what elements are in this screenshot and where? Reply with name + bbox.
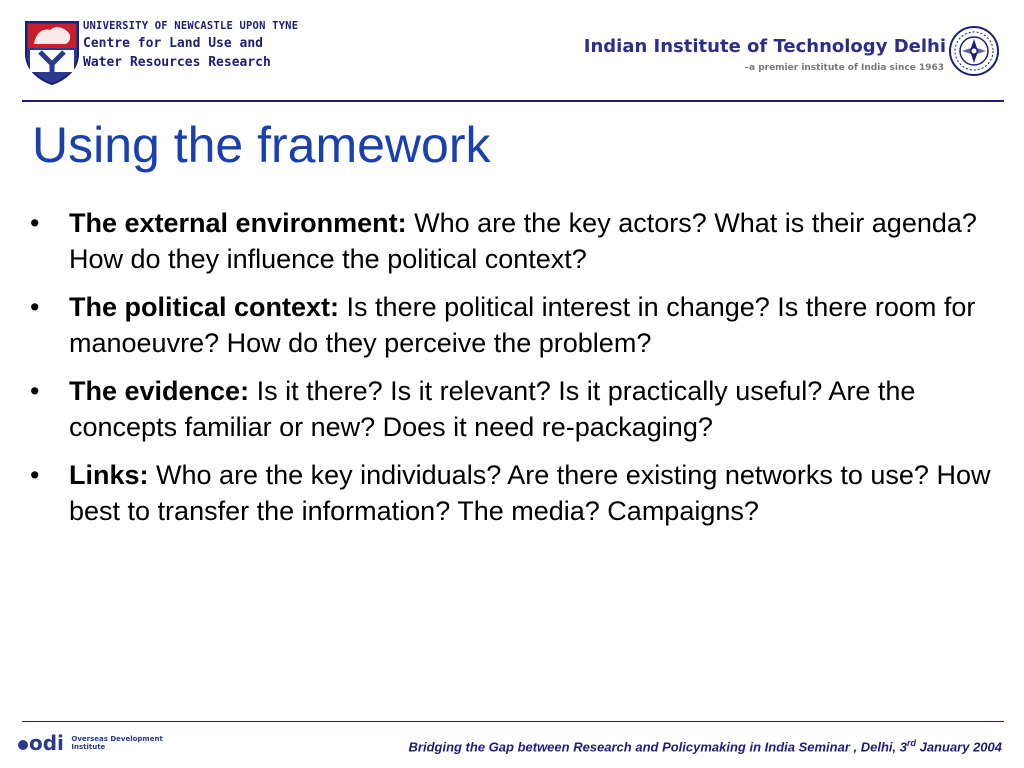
bullet-dot-icon: • (30, 460, 40, 490)
odi-dot-icon (18, 740, 28, 750)
newcastle-centre-name (83, 20, 298, 72)
bullet-item-evidence (30, 373, 1005, 445)
odi-letters: odi (29, 731, 64, 755)
university-name: UNIVERSITY OF NEWCASTLE UPON TYNE (83, 20, 299, 32)
bullet-item-political-context (30, 289, 1005, 361)
footer-date-suffix: rd (906, 738, 916, 748)
odi-name-line2: Institute (71, 743, 106, 751)
bullet-heading: The external environment: (69, 208, 407, 238)
iit-tagline: –a premier institute of India since 1963 (744, 63, 944, 73)
footer-divider (22, 721, 1004, 722)
centre-name-line2: Water Resources Research (83, 55, 271, 71)
bullet-dot-icon: • (30, 376, 40, 406)
bullet-item-external-environment (30, 205, 1005, 277)
bullet-text: Is it there? Is it relevant? Is it practically useful? Are the concepts familiar or new? Does it need re-packaging? (69, 376, 916, 442)
bullet-list (30, 205, 1005, 541)
bullet-dot-icon: • (30, 208, 40, 238)
iit-emblem-icon (948, 25, 1000, 77)
bullet-text: Is there political interest in change? Is there room for manoeuvre? How do they perceive the problem? (69, 292, 976, 358)
bullet-text: Who are the key individuals? Are there existing networks to use? How best to transfer the information? The media? Campaigns? (69, 460, 991, 526)
bullet-heading: The political context: (69, 292, 340, 322)
bullet-heading: The evidence: (69, 376, 250, 406)
footer-seminar-text (409, 738, 1002, 754)
university-shield-icon (24, 20, 80, 86)
centre-name-line1: Centre for Land Use and (83, 36, 264, 52)
iit-name: Indian Institute of Technology Delhi (583, 36, 946, 57)
odi-name (71, 735, 162, 751)
bullet-heading: Links: (69, 460, 149, 490)
slide-title: Using the framework (32, 117, 491, 173)
bullet-text: Who are the key actors? What is their agenda? How do they influence the political context? (69, 208, 977, 274)
header-divider (22, 100, 1004, 102)
footer-date: January 2004 (915, 739, 1002, 755)
bullet-item-links (30, 457, 1005, 529)
odi-name-line1: Overseas Development (71, 735, 163, 743)
bullet-dot-icon: • (30, 292, 40, 322)
odi-logo (18, 733, 163, 753)
footer-seminar-title: Bridging the Gap between Research and Policymaking in India Seminar , Delhi, 3 (408, 739, 907, 755)
